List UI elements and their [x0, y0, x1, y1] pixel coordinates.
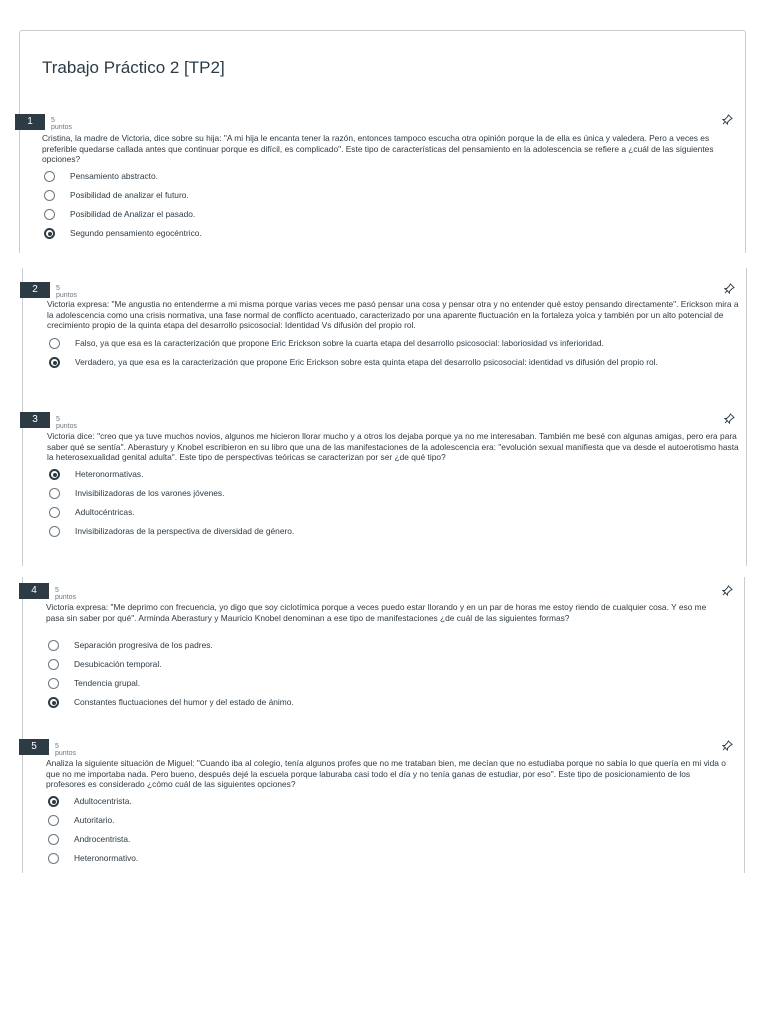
radio-button-selected[interactable]	[49, 357, 60, 368]
answer-label: Posibilidad de analizar el futuro.	[70, 190, 189, 200]
radio-button-selected[interactable]	[44, 228, 55, 239]
question-text: Analiza la siguiente situación de Miguel: "Cuando iba al colegio, tenía algunos profes que no me trataban bien, me decían que no estudiaba porque no sabía lo que quería en mi vida o que no me importaba nada. Pero bueno, después dejé la escuela porque laburaba casi todo el día y no tenía ganas de estudiar, por eso". Este tipo de posicionamiento de los profesores es considerado ¿cómo cuál de las siguientes opciones?	[46, 758, 726, 790]
radio-button-selected[interactable]	[48, 796, 59, 807]
radio-button[interactable]	[48, 853, 59, 864]
answer-label: Desubicación temporal.	[74, 659, 162, 669]
pin-icon[interactable]	[722, 740, 733, 751]
answer-label: Autoritario.	[74, 815, 115, 825]
pin-icon[interactable]	[722, 585, 733, 596]
question-points: 5 puntos	[51, 117, 73, 131]
answer-label: Heteronormativas.	[75, 469, 144, 479]
radio-button[interactable]	[44, 209, 55, 220]
radio-button[interactable]	[44, 190, 55, 201]
page-title: Trabajo Práctico 2 [TP2]	[42, 58, 225, 77]
radio-button[interactable]	[49, 338, 60, 349]
answer-label: Invisibilizadoras de la perspectiva de diversidad de género.	[75, 526, 295, 536]
question-text: Victoria expresa: "Me deprimo con frecuencia, yo digo que soy ciclotímica porque a veces puedo estar llorando y en un par de horas me estoy riendo de cualquier cosa. Y eso me pasa sin saber por qué". Arminda Aberastury y Mauricio Knobel denominan a ese tipo de manifestaciones ¿de cuál de las siguientes formas?	[46, 602, 707, 623]
radio-button[interactable]	[48, 659, 59, 670]
answer-label: Androcentrista.	[74, 834, 131, 844]
question-number: 3	[20, 412, 50, 428]
answer-label: Segundo pensamiento egocéntrico.	[70, 228, 202, 238]
answer-label: Constantes fluctuaciones del humor y del estado de ánimo.	[74, 697, 294, 707]
pin-icon[interactable]	[724, 413, 735, 424]
answer-label: Falso, ya que esa es la caracterización que propone Eric Erickson sobre la cuarta etapa del desarrollo psicosocial: laboriosidad vs inferioridad.	[75, 338, 604, 348]
radio-button[interactable]	[48, 678, 59, 689]
radio-button-selected[interactable]	[49, 469, 60, 480]
question-text: Cristina, la madre de Victoria, dice sobre su hija: "A mi hija le encanta tener la razón, entonces tampoco escucha otra opinión porque la de ella es única y valedera. Pero a veces es preferible quedarse callada antes que continuar porque es difícil, es complicado". Este tipo de características del pensamiento en la adolescencia se refiere a ¿cuál de las siguientes opciones?	[42, 133, 714, 165]
answer-label: Tendencia grupal.	[74, 678, 141, 688]
pin-icon[interactable]	[724, 283, 735, 294]
question-number: 4	[19, 583, 49, 599]
radio-button[interactable]	[48, 834, 59, 845]
question-points: 5 puntos	[55, 743, 77, 757]
answer-label: Adultocéntricas.	[75, 507, 135, 517]
radio-button-selected[interactable]	[48, 697, 59, 708]
radio-button[interactable]	[49, 507, 60, 518]
answer-label: Pensamiento abstracto.	[70, 171, 158, 181]
radio-button[interactable]	[48, 815, 59, 826]
question-text: Victoria expresa: "Me angustia no entenderme a mi misma porque varias veces me pasó pensar una cosa y pensar otra y no entender qué estoy pensando directamente". Erickson mira a la adolescencia como una crisis normativa, una fase normal de conflicto acentuado, caracterizado por una aparente fluctuación en la fortaleza yoica y también por un alto potencial de crecimiento propio de la quinta etapa del desarrollo psicosocial: Identidad Vs difusión del propio rol.	[47, 299, 739, 331]
question-number: 1	[15, 114, 45, 130]
answer-label: Heteronormativo.	[74, 853, 139, 863]
radio-button[interactable]	[49, 488, 60, 499]
radio-button[interactable]	[48, 640, 59, 651]
question-points: 5 puntos	[55, 587, 77, 601]
answer-label: Separación progresiva de los padres.	[74, 640, 213, 650]
question-number: 5	[19, 739, 49, 755]
radio-button[interactable]	[49, 526, 60, 537]
radio-button[interactable]	[44, 171, 55, 182]
answer-label: Invisibilizadoras de los varones jóvenes.	[75, 488, 225, 498]
answer-label: Adultocentrista.	[74, 796, 132, 806]
answer-label: Verdadero, ya que esa es la caracterización que propone Eric Erickson sobre esta quinta etapa del desarrollo psicosocial: identidad vs difusión del propio rol.	[75, 357, 658, 367]
pin-icon[interactable]	[722, 114, 733, 125]
answer-label: Posibilidad de Analizar el pasado.	[70, 209, 196, 219]
question-points: 5 puntos	[56, 416, 78, 430]
question-text: Victoria dice: "creo que ya tuve muchos novios, algunos me hicieron llorar mucho y a otros los dejaba porque ya no me interesaban. También me besé con algunas amigas, pero era para saber qué se sentía". Aberastury y Knobel escribieron en su libro que una de las manifestaciones de la adolescencia era: "evolución sexual manifiesta que va desde el autoerotismo hasta la heterosexualidad genital adulta". Este tipo de perspectivas teóricas se caracterizan por ser ¿de qué tipo?	[47, 431, 739, 463]
question-points: 5 puntos	[56, 285, 78, 299]
question-number: 2	[20, 282, 50, 298]
